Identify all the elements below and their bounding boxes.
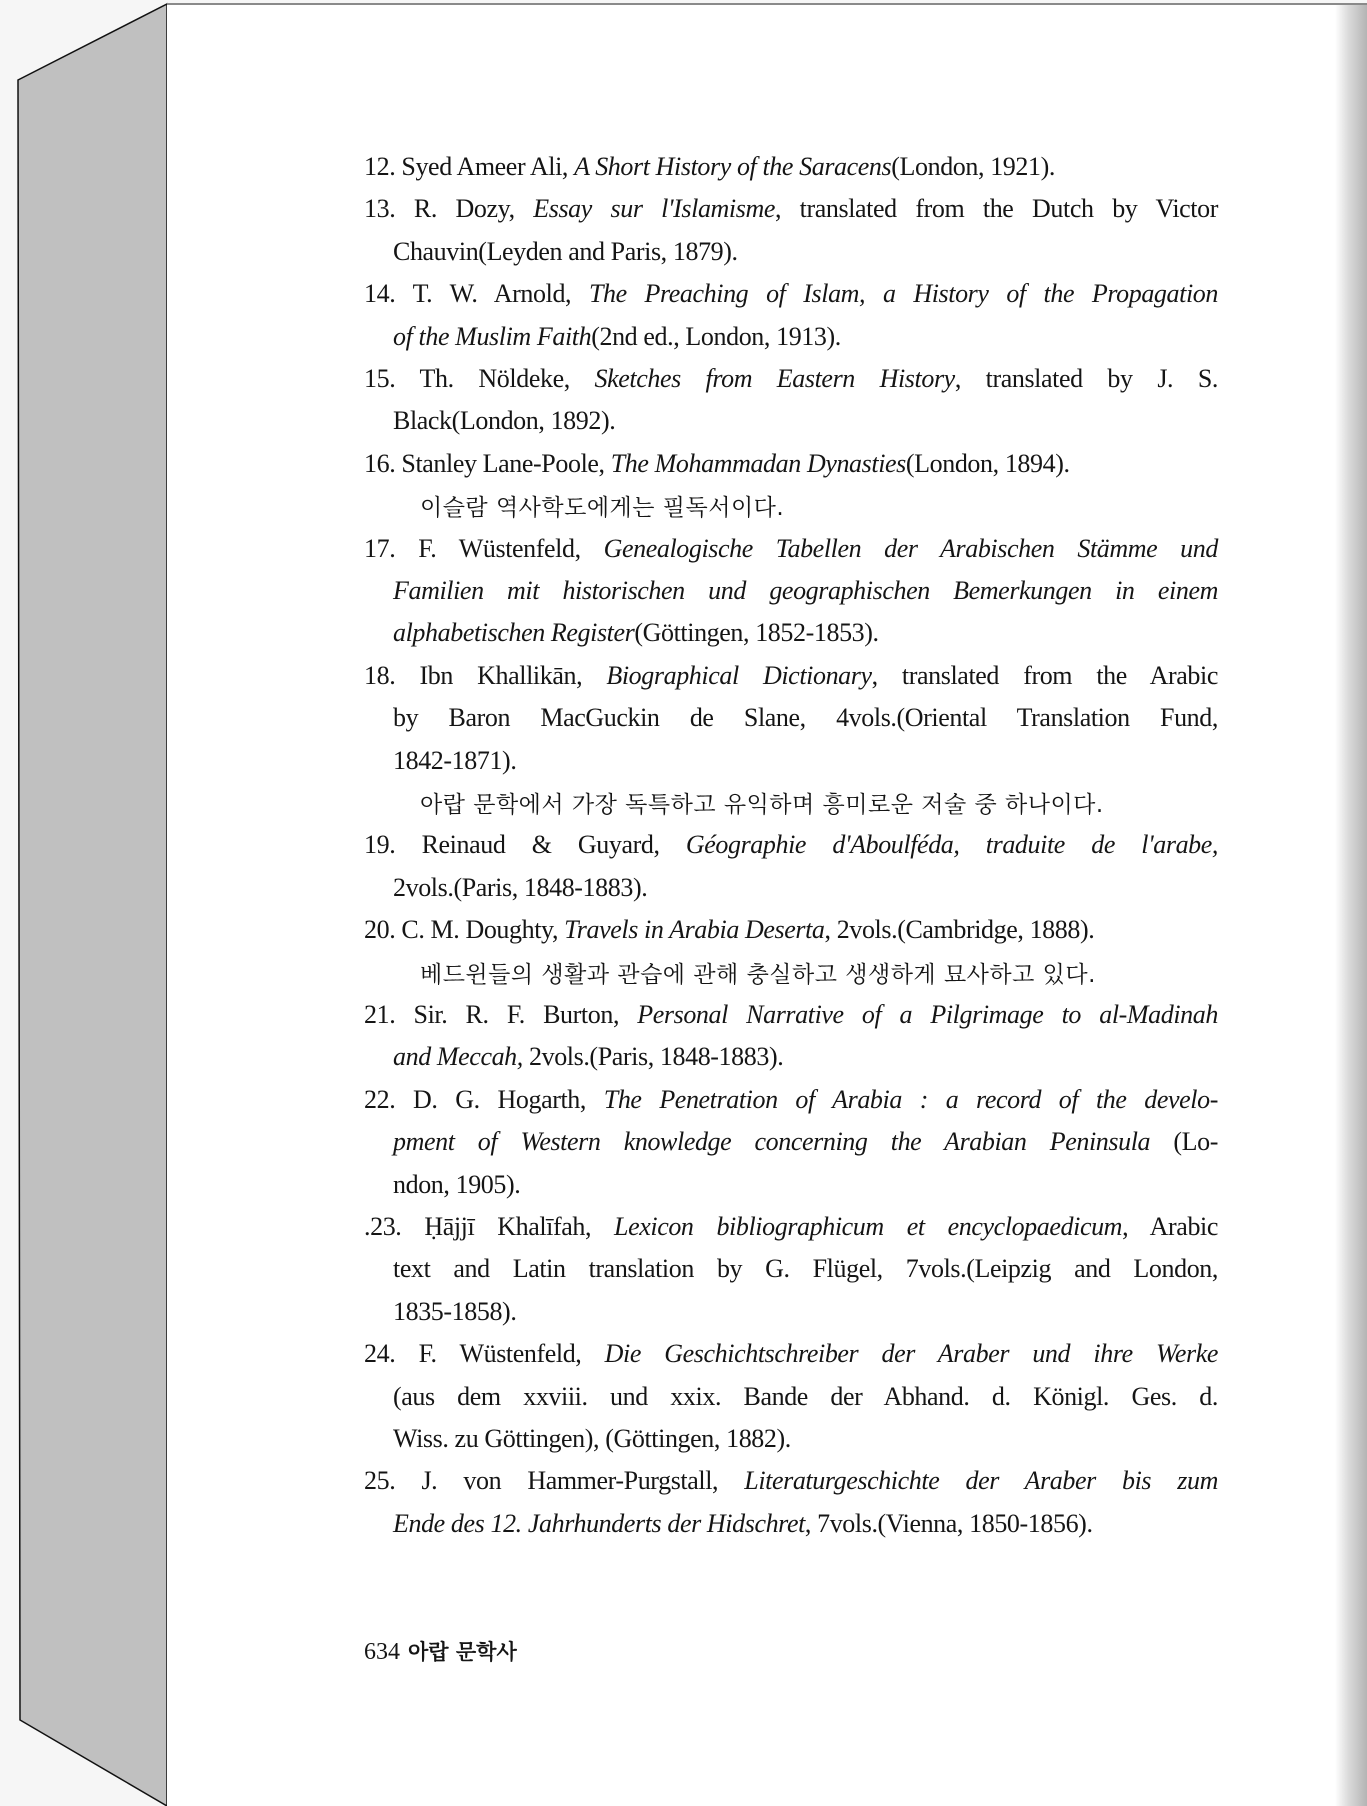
work-title: Biographical Dictionary	[606, 660, 872, 690]
work-title: Essay sur l'Islamisme	[533, 194, 775, 224]
entry-line	[364, 279, 1218, 309]
entry-line	[364, 1000, 1218, 1030]
entry-line	[364, 152, 1055, 182]
entry-line	[393, 1127, 1218, 1157]
entry-line	[393, 873, 647, 903]
work-title: pment of Western knowledge concerning the Arabian Peninsula	[393, 1127, 1151, 1157]
entry-line	[364, 1339, 1218, 1369]
citation-text: 1842-1871).	[393, 745, 517, 775]
page-edge-shadow	[1335, 5, 1367, 1806]
entry-annotation: 베드윈들의 생활과 관습에 관해 충실하고 생생하게 묘사하고 있다.	[420, 961, 1096, 988]
entry-line	[393, 576, 1218, 606]
citation-text: Black(London, 1892).	[393, 406, 616, 436]
citation-text: , Arabic	[1122, 1212, 1219, 1241]
work-title: Personal Narrative of a Pilgrimage to al-Madinah	[637, 1000, 1218, 1029]
citation-text: , translated from the Arabic	[871, 660, 1218, 690]
work-title: A Short History of the Saracens	[574, 152, 892, 181]
entry-line	[393, 1509, 1093, 1539]
entry-line	[393, 1382, 1218, 1412]
citation-text: 22. D. G. Hogarth,	[364, 1084, 604, 1114]
citation-text: 24. F. Wüstenfeld,	[364, 1339, 605, 1369]
citation-text: 17. F. Wüstenfeld,	[364, 533, 604, 563]
entry-line	[364, 1085, 1218, 1115]
entry-line	[393, 406, 615, 436]
citation-text: , 7vols.(Vienna, 1850-1856).	[804, 1508, 1093, 1538]
citation-text: , translated from the Dutch by Victor	[774, 194, 1218, 224]
entry-line	[364, 534, 1218, 564]
entry-annotation: 이슬람 역사학도에게는 필독서이다.	[420, 495, 785, 522]
citation-text: (London, 1921).	[891, 152, 1055, 181]
entry-line	[364, 1212, 1218, 1242]
work-title: Travels in Arabia Deserta	[564, 915, 825, 945]
entry-line	[364, 364, 1218, 394]
citation-text: text and Latin translation by G. Flügel, 7vols.(Leipzig and London,	[393, 1254, 1218, 1284]
work-title: The Mohammadan Dynasties	[610, 448, 906, 478]
entry-line	[393, 1297, 516, 1327]
entry-annotation: 아랍 문학에서 가장 독특하고 유익하며 흥미로운 저술 중 하나이다.	[420, 792, 1104, 818]
citation-text: (Lo-	[1150, 1127, 1218, 1157]
entry-line	[393, 1254, 1218, 1284]
citation-text: 2vols.(Paris, 1848-1883).	[522, 1042, 784, 1072]
work-title: The Preaching of Islam, a History of the Propagation	[588, 279, 1218, 309]
citation-text: 12. Syed Ameer Ali,	[364, 152, 575, 181]
work-title: Géographie d'Aboulféda, traduite de l'arabe,	[685, 830, 1219, 860]
citation-text: (aus dem xxviii. und xxix. Bande der Abhand. d. Königl. Ges. d.	[393, 1381, 1218, 1411]
entry-line	[364, 915, 1094, 945]
citation-text: 2vols.(Paris, 1848-1883).	[393, 872, 648, 902]
work-title: Sketches from Eastern History	[594, 364, 955, 393]
book-title: 아랍 문학사	[408, 1640, 517, 1664]
work-title: Genealogische Tabellen der Arabischen Stämme und	[603, 533, 1218, 563]
entry-line	[393, 1170, 520, 1200]
citation-text: (Göttingen, 1852-1853).	[634, 618, 879, 648]
page-footer	[364, 1636, 517, 1666]
citation-text: 18. Ibn Khallikān,	[364, 660, 607, 690]
entry-line	[364, 830, 1218, 860]
citation-text: .23. Ḥājjī Khalīfah,	[364, 1212, 615, 1241]
work-title: alphabetischen Register	[393, 618, 635, 648]
citation-text: by Baron MacGuckin de Slane, 4vols.(Oriental Translation Fund,	[393, 703, 1218, 733]
work-title: of the Muslim Faith	[393, 321, 592, 351]
entry-line	[393, 1424, 791, 1454]
citation-text: 20. C. M. Doughty,	[364, 915, 565, 945]
work-title: and Meccah,	[393, 1042, 523, 1072]
book-spine	[0, 0, 170, 1806]
work-title: Lexicon bibliographicum et encyclopaedicum	[614, 1212, 1123, 1241]
entry-line	[393, 322, 841, 352]
work-title: Ende des 12. Jahrhunderts der Hidschret	[393, 1508, 805, 1538]
entry-line	[364, 1466, 1218, 1496]
entry-line	[364, 449, 1070, 479]
work-title: The Penetration of Arabia : a record of the develo-	[603, 1084, 1218, 1114]
page-number: 634	[364, 1639, 400, 1665]
citation-text: , translated by J. S.	[954, 364, 1219, 393]
citation-text: 13. R. Dozy,	[364, 194, 534, 224]
citation-text: (London, 1894).	[905, 448, 1070, 478]
entry-line	[393, 1042, 783, 1072]
citation-text: Wiss. zu Göttingen), (Göttingen, 1882).	[393, 1424, 791, 1453]
entry-line	[393, 618, 879, 648]
entry-line	[393, 746, 516, 776]
citation-text: 16. Stanley Lane-Poole,	[364, 448, 611, 478]
citation-text: 15. Th. Nöldeke,	[364, 364, 595, 393]
entry-line	[364, 194, 1218, 224]
citation-text: 25. J. von Hammer-Purgstall,	[364, 1466, 745, 1496]
citation-text: Chauvin(Leyden and Paris, 1879).	[393, 236, 738, 266]
citation-text: 21. Sir. R. F. Burton,	[364, 1000, 638, 1029]
citation-text: (2nd ed., London, 1913).	[591, 321, 841, 351]
work-title: Familien mit historischen und geographischen Bemerkungen in einem	[393, 576, 1218, 605]
work-title: Die Geschichtschreiber der Araber und ihre Werke	[604, 1339, 1219, 1369]
entry-line	[364, 661, 1218, 691]
citation-text: 14. T. W. Arnold,	[364, 279, 589, 309]
citation-text: 19. Reinaud & Guyard,	[364, 830, 686, 860]
work-title: Literaturgeschichte der Araber bis zum	[744, 1466, 1218, 1496]
entry-line	[393, 703, 1218, 733]
entry-line	[393, 237, 738, 267]
citation-text: 1835-1858).	[393, 1296, 517, 1326]
citation-text: ndon, 1905).	[393, 1169, 521, 1199]
citation-text: , 2vols.(Cambridge, 1888).	[824, 915, 1095, 945]
